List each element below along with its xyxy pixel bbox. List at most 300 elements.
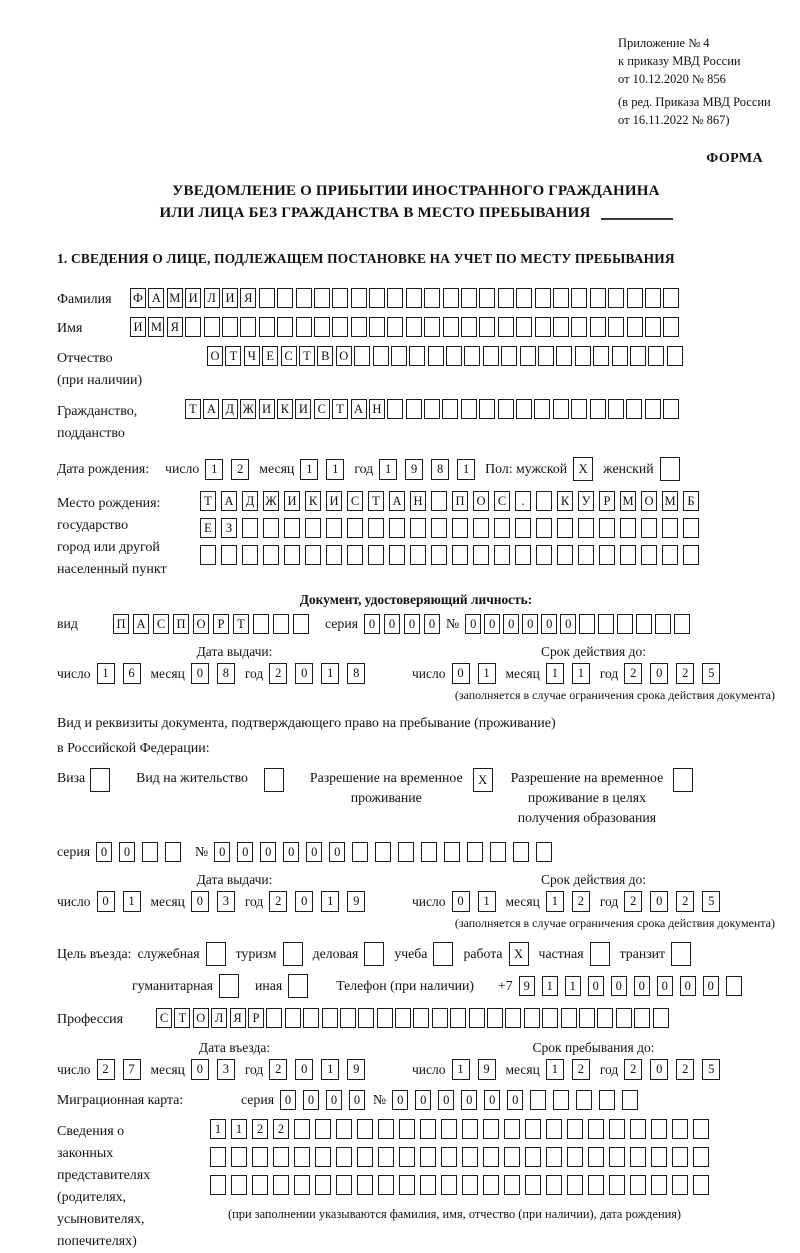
char-box[interactable]: С <box>153 614 169 634</box>
char-box[interactable]: 0 <box>295 663 313 684</box>
char-box[interactable] <box>294 1147 310 1167</box>
char-box[interactable]: М <box>148 317 164 337</box>
char-box[interactable]: 0 <box>461 1090 477 1110</box>
char-box[interactable]: Л <box>204 288 220 308</box>
char-box[interactable] <box>617 614 633 634</box>
char-box[interactable] <box>373 346 389 366</box>
char-box[interactable] <box>505 1008 521 1028</box>
char-box[interactable]: П <box>173 614 189 634</box>
char-box[interactable]: 0 <box>306 842 322 862</box>
char-box[interactable]: Н <box>369 399 385 419</box>
char-box[interactable] <box>671 942 691 966</box>
char-box[interactable] <box>498 317 514 337</box>
char-box[interactable] <box>575 346 591 366</box>
char-box[interactable]: 1 <box>97 663 115 684</box>
char-box[interactable] <box>357 1119 373 1139</box>
char-box[interactable] <box>483 1175 499 1195</box>
char-box[interactable] <box>542 1008 558 1028</box>
char-box[interactable] <box>369 288 385 308</box>
char-box[interactable] <box>450 1008 466 1028</box>
char-box[interactable] <box>516 399 532 419</box>
char-box[interactable]: Е <box>262 346 278 366</box>
char-box[interactable] <box>420 1175 436 1195</box>
char-box[interactable]: Н <box>410 491 426 511</box>
char-box[interactable]: 1 <box>452 1059 470 1080</box>
char-box[interactable] <box>210 1147 226 1167</box>
char-box[interactable]: Ф <box>130 288 146 308</box>
char-box[interactable] <box>326 518 342 538</box>
char-box[interactable] <box>578 545 594 565</box>
char-box[interactable] <box>90 768 110 792</box>
char-box[interactable]: З <box>221 518 237 538</box>
char-box[interactable] <box>452 545 468 565</box>
char-box[interactable] <box>672 1147 688 1167</box>
char-box[interactable] <box>409 346 425 366</box>
char-box[interactable] <box>391 346 407 366</box>
char-box[interactable]: А <box>351 399 367 419</box>
char-box[interactable] <box>630 1175 646 1195</box>
char-box[interactable]: Т <box>368 491 384 511</box>
char-box[interactable] <box>314 317 330 337</box>
char-box[interactable]: 0 <box>415 1090 431 1110</box>
char-box[interactable] <box>336 1147 352 1167</box>
char-box[interactable]: 1 <box>565 976 581 996</box>
char-box[interactable]: 2 <box>269 891 287 912</box>
char-box[interactable]: 0 <box>303 1090 319 1110</box>
char-box[interactable] <box>663 399 679 419</box>
char-box[interactable] <box>608 317 624 337</box>
char-box[interactable] <box>420 1147 436 1167</box>
char-box[interactable]: Ч <box>244 346 260 366</box>
char-box[interactable]: С <box>314 399 330 419</box>
char-box[interactable] <box>462 1147 478 1167</box>
char-box[interactable]: 5 <box>702 1059 720 1080</box>
char-box[interactable] <box>315 1119 331 1139</box>
char-box[interactable]: И <box>284 491 300 511</box>
char-box[interactable]: Я <box>240 288 256 308</box>
char-box[interactable]: Т <box>225 346 241 366</box>
char-box[interactable]: 0 <box>329 842 345 862</box>
char-box[interactable]: 0 <box>452 663 470 684</box>
char-box[interactable] <box>641 518 657 538</box>
char-box[interactable] <box>553 317 569 337</box>
char-box[interactable]: Т <box>200 491 216 511</box>
char-box[interactable] <box>389 518 405 538</box>
char-box[interactable] <box>588 1119 604 1139</box>
char-box[interactable] <box>588 1175 604 1195</box>
char-box[interactable] <box>277 288 293 308</box>
char-box[interactable] <box>444 842 460 862</box>
char-box[interactable] <box>443 317 459 337</box>
char-box[interactable]: П <box>452 491 468 511</box>
char-box[interactable] <box>524 1008 540 1028</box>
char-box[interactable]: 2 <box>676 1059 694 1080</box>
char-box[interactable]: Л <box>211 1008 227 1028</box>
char-box[interactable] <box>490 842 506 862</box>
char-box[interactable]: А <box>389 491 405 511</box>
char-box[interactable] <box>634 1008 650 1028</box>
char-box[interactable] <box>627 288 643 308</box>
char-box[interactable] <box>368 518 384 538</box>
char-box[interactable] <box>284 518 300 538</box>
char-box[interactable] <box>441 1119 457 1139</box>
char-box[interactable] <box>406 399 422 419</box>
char-box[interactable] <box>332 317 348 337</box>
char-box[interactable] <box>608 399 624 419</box>
char-box[interactable]: 0 <box>438 1090 454 1110</box>
char-box[interactable]: 0 <box>484 614 500 634</box>
char-box[interactable]: 0 <box>191 663 209 684</box>
char-box[interactable] <box>636 614 652 634</box>
char-box[interactable] <box>357 1175 373 1195</box>
char-box[interactable]: 2 <box>624 663 642 684</box>
char-box[interactable]: 1 <box>478 891 496 912</box>
char-box[interactable]: 8 <box>217 663 235 684</box>
char-box[interactable] <box>525 1147 541 1167</box>
char-box[interactable]: 2 <box>269 663 287 684</box>
char-box[interactable] <box>263 545 279 565</box>
char-box[interactable] <box>315 1147 331 1167</box>
char-box[interactable] <box>378 1175 394 1195</box>
char-box[interactable] <box>354 346 370 366</box>
char-box[interactable] <box>483 1147 499 1167</box>
char-box[interactable] <box>462 1175 478 1195</box>
char-box[interactable]: 0 <box>503 614 519 634</box>
char-box[interactable] <box>645 288 661 308</box>
char-box[interactable] <box>185 317 201 337</box>
char-box[interactable] <box>546 1175 562 1195</box>
char-box[interactable] <box>336 1119 352 1139</box>
char-box[interactable] <box>252 1175 268 1195</box>
char-box[interactable]: О <box>641 491 657 511</box>
char-box[interactable]: 0 <box>680 976 696 996</box>
char-box[interactable] <box>389 545 405 565</box>
char-box[interactable]: 5 <box>702 891 720 912</box>
char-box[interactable]: 8 <box>347 663 365 684</box>
char-box[interactable] <box>165 842 181 862</box>
char-box[interactable] <box>387 399 403 419</box>
char-box[interactable] <box>369 317 385 337</box>
char-box[interactable]: X <box>573 457 593 481</box>
char-box[interactable]: 0 <box>283 842 299 862</box>
char-box[interactable] <box>399 1119 415 1139</box>
char-box[interactable]: 2 <box>676 891 694 912</box>
char-box[interactable] <box>410 545 426 565</box>
char-box[interactable] <box>663 288 679 308</box>
char-box[interactable]: 2 <box>624 891 642 912</box>
char-box[interactable] <box>142 842 158 862</box>
char-box[interactable] <box>672 1119 688 1139</box>
char-box[interactable]: О <box>473 491 489 511</box>
char-box[interactable] <box>616 1008 632 1028</box>
char-box[interactable] <box>536 545 552 565</box>
char-box[interactable]: К <box>305 491 321 511</box>
char-box[interactable]: 0 <box>214 842 230 862</box>
char-box[interactable] <box>273 1175 289 1195</box>
char-box[interactable] <box>221 545 237 565</box>
char-box[interactable] <box>347 545 363 565</box>
char-box[interactable] <box>240 317 256 337</box>
char-box[interactable] <box>579 1008 595 1028</box>
char-box[interactable]: 1 <box>231 1119 247 1139</box>
char-box[interactable] <box>420 1119 436 1139</box>
char-box[interactable]: А <box>148 288 164 308</box>
char-box[interactable] <box>571 317 587 337</box>
char-box[interactable] <box>242 545 258 565</box>
char-box[interactable] <box>210 1175 226 1195</box>
char-box[interactable] <box>336 1175 352 1195</box>
char-box[interactable]: 0 <box>484 1090 500 1110</box>
char-box[interactable]: 0 <box>237 842 253 862</box>
char-box[interactable]: 0 <box>349 1090 365 1110</box>
char-box[interactable] <box>406 288 422 308</box>
char-box[interactable]: И <box>130 317 146 337</box>
char-box[interactable]: 0 <box>295 891 313 912</box>
char-box[interactable] <box>410 518 426 538</box>
char-box[interactable]: 0 <box>650 663 668 684</box>
char-box[interactable] <box>645 399 661 419</box>
char-box[interactable] <box>273 614 289 634</box>
char-box[interactable] <box>513 842 529 862</box>
char-box[interactable] <box>494 545 510 565</box>
char-box[interactable]: М <box>662 491 678 511</box>
char-box[interactable]: 0 <box>650 891 668 912</box>
char-box[interactable]: 0 <box>97 891 115 912</box>
char-box[interactable]: И <box>185 288 201 308</box>
char-box[interactable]: Д <box>222 399 238 419</box>
char-box[interactable]: К <box>277 399 293 419</box>
char-box[interactable] <box>599 1090 615 1110</box>
char-box[interactable] <box>630 1119 646 1139</box>
char-box[interactable] <box>368 545 384 565</box>
char-box[interactable] <box>351 288 367 308</box>
char-box[interactable]: 0 <box>522 614 538 634</box>
char-box[interactable] <box>683 518 699 538</box>
char-box[interactable]: Ж <box>263 491 279 511</box>
char-box[interactable] <box>352 842 368 862</box>
char-box[interactable] <box>242 518 258 538</box>
char-box[interactable] <box>726 976 742 996</box>
char-box[interactable]: 0 <box>119 842 135 862</box>
char-box[interactable] <box>501 346 517 366</box>
char-box[interactable] <box>293 614 309 634</box>
char-box[interactable]: 1 <box>546 891 564 912</box>
char-box[interactable]: 0 <box>260 842 276 862</box>
char-box[interactable] <box>571 399 587 419</box>
char-box[interactable]: 0 <box>96 842 112 862</box>
char-box[interactable] <box>620 545 636 565</box>
char-box[interactable] <box>598 614 614 634</box>
char-box[interactable]: 1 <box>457 459 475 480</box>
char-box[interactable] <box>553 288 569 308</box>
char-box[interactable] <box>674 614 690 634</box>
char-box[interactable] <box>520 346 536 366</box>
char-box[interactable] <box>479 288 495 308</box>
char-box[interactable] <box>285 1008 301 1028</box>
char-box[interactable]: А <box>203 399 219 419</box>
char-box[interactable]: 2 <box>252 1119 268 1139</box>
char-box[interactable] <box>231 1147 247 1167</box>
char-box[interactable] <box>487 1008 503 1028</box>
char-box[interactable] <box>626 399 642 419</box>
char-box[interactable]: 9 <box>478 1059 496 1080</box>
char-box[interactable]: Р <box>599 491 615 511</box>
char-box[interactable] <box>340 1008 356 1028</box>
char-box[interactable]: В <box>317 346 333 366</box>
char-box[interactable] <box>546 1147 562 1167</box>
char-box[interactable] <box>662 518 678 538</box>
char-box[interactable] <box>428 346 444 366</box>
char-box[interactable] <box>424 288 440 308</box>
char-box[interactable] <box>432 1008 448 1028</box>
char-box[interactable] <box>231 1175 247 1195</box>
char-box[interactable] <box>536 491 552 511</box>
char-box[interactable] <box>266 1008 282 1028</box>
char-box[interactable] <box>406 317 422 337</box>
char-box[interactable] <box>253 614 269 634</box>
char-box[interactable]: 0 <box>588 976 604 996</box>
char-box[interactable] <box>667 346 683 366</box>
char-box[interactable] <box>421 842 437 862</box>
char-box[interactable] <box>662 545 678 565</box>
char-box[interactable]: Т <box>233 614 249 634</box>
char-box[interactable] <box>630 346 646 366</box>
char-box[interactable] <box>641 545 657 565</box>
char-box[interactable] <box>660 457 680 481</box>
char-box[interactable]: 1 <box>210 1119 226 1139</box>
char-box[interactable] <box>259 317 275 337</box>
char-box[interactable]: 0 <box>560 614 576 634</box>
char-box[interactable]: Я <box>167 317 183 337</box>
char-box[interactable]: 2 <box>273 1119 289 1139</box>
char-box[interactable] <box>378 1119 394 1139</box>
char-box[interactable] <box>553 1090 569 1110</box>
char-box[interactable] <box>504 1119 520 1139</box>
char-box[interactable] <box>648 346 664 366</box>
char-box[interactable] <box>259 288 275 308</box>
char-box[interactable]: 9 <box>347 891 365 912</box>
char-box[interactable] <box>252 1147 268 1167</box>
char-box[interactable] <box>461 288 477 308</box>
char-box[interactable]: 0 <box>650 1059 668 1080</box>
char-box[interactable]: 1 <box>321 1059 339 1080</box>
char-box[interactable] <box>387 288 403 308</box>
char-box[interactable] <box>358 1008 374 1028</box>
char-box[interactable] <box>461 317 477 337</box>
char-box[interactable]: М <box>620 491 636 511</box>
char-box[interactable] <box>693 1175 709 1195</box>
char-box[interactable]: И <box>222 288 238 308</box>
char-box[interactable]: 0 <box>424 614 440 634</box>
char-box[interactable]: К <box>557 491 573 511</box>
char-box[interactable]: 1 <box>205 459 223 480</box>
char-box[interactable]: Ж <box>240 399 256 419</box>
char-box[interactable] <box>599 545 615 565</box>
char-box[interactable] <box>294 1119 310 1139</box>
char-box[interactable]: С <box>281 346 297 366</box>
char-box[interactable] <box>469 1008 485 1028</box>
char-box[interactable]: 9 <box>519 976 535 996</box>
char-box[interactable]: 1 <box>321 663 339 684</box>
char-box[interactable] <box>377 1008 393 1028</box>
char-box[interactable]: 0 <box>634 976 650 996</box>
char-box[interactable]: 1 <box>300 459 318 480</box>
char-box[interactable] <box>483 1119 499 1139</box>
char-box[interactable] <box>504 1175 520 1195</box>
char-box[interactable]: Д <box>242 491 258 511</box>
char-box[interactable] <box>364 942 384 966</box>
char-box[interactable] <box>431 518 447 538</box>
char-box[interactable] <box>479 399 495 419</box>
char-box[interactable]: 1 <box>572 663 590 684</box>
char-box[interactable]: 0 <box>404 614 420 634</box>
char-box[interactable] <box>567 1119 583 1139</box>
char-box[interactable] <box>473 545 489 565</box>
char-box[interactable] <box>693 1147 709 1167</box>
char-box[interactable] <box>536 518 552 538</box>
char-box[interactable] <box>663 317 679 337</box>
char-box[interactable] <box>609 1147 625 1167</box>
char-box[interactable] <box>413 1008 429 1028</box>
char-box[interactable] <box>588 1147 604 1167</box>
char-box[interactable] <box>609 1119 625 1139</box>
char-box[interactable] <box>273 1147 289 1167</box>
char-box[interactable]: Я <box>230 1008 246 1028</box>
char-box[interactable]: . <box>515 491 531 511</box>
char-box[interactable]: 2 <box>624 1059 642 1080</box>
char-box[interactable] <box>536 842 552 862</box>
char-box[interactable] <box>515 545 531 565</box>
char-box[interactable] <box>579 614 595 634</box>
char-box[interactable] <box>498 288 514 308</box>
char-box[interactable] <box>443 288 459 308</box>
char-box[interactable] <box>283 942 303 966</box>
char-box[interactable]: 2 <box>269 1059 287 1080</box>
char-box[interactable] <box>462 1119 478 1139</box>
char-box[interactable] <box>608 288 624 308</box>
char-box[interactable] <box>651 1147 667 1167</box>
char-box[interactable]: Р <box>213 614 229 634</box>
char-box[interactable] <box>464 346 480 366</box>
char-box[interactable] <box>431 545 447 565</box>
char-box[interactable] <box>461 399 477 419</box>
char-box[interactable]: О <box>207 346 223 366</box>
char-box[interactable]: 1 <box>542 976 558 996</box>
char-box[interactable] <box>424 399 440 419</box>
char-box[interactable]: И <box>259 399 275 419</box>
char-box[interactable]: С <box>494 491 510 511</box>
char-box[interactable]: М <box>167 288 183 308</box>
char-box[interactable]: 8 <box>431 459 449 480</box>
char-box[interactable]: 6 <box>123 663 141 684</box>
char-box[interactable] <box>305 545 321 565</box>
char-box[interactable] <box>651 1119 667 1139</box>
char-box[interactable]: 1 <box>546 663 564 684</box>
char-box[interactable] <box>431 491 447 511</box>
char-box[interactable] <box>609 1175 625 1195</box>
char-box[interactable]: 9 <box>405 459 423 480</box>
char-box[interactable]: О <box>193 614 209 634</box>
char-box[interactable] <box>612 346 628 366</box>
char-box[interactable] <box>483 346 499 366</box>
char-box[interactable] <box>571 288 587 308</box>
char-box[interactable]: 1 <box>546 1059 564 1080</box>
char-box[interactable] <box>452 518 468 538</box>
char-box[interactable] <box>473 518 489 538</box>
char-box[interactable] <box>322 1008 338 1028</box>
char-box[interactable] <box>535 288 551 308</box>
char-box[interactable] <box>590 399 606 419</box>
